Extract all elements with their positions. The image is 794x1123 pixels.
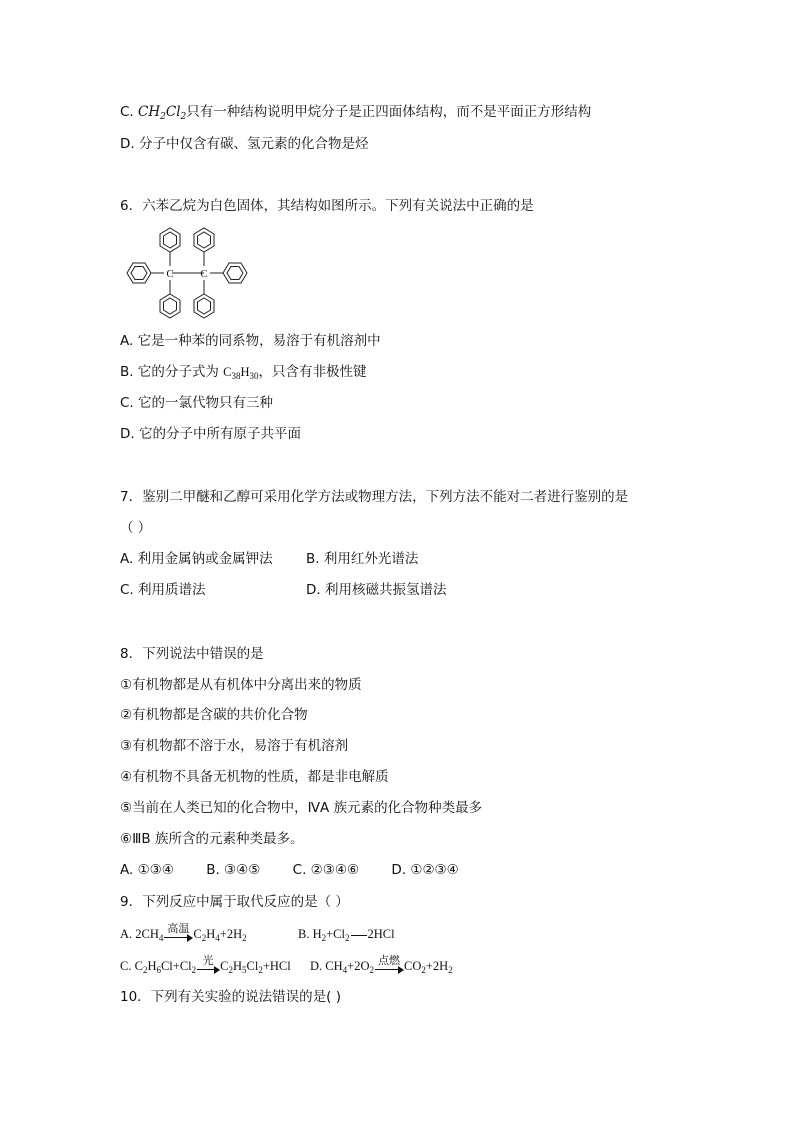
- q7-option-b: B. 利用红外光谱法: [306, 551, 419, 567]
- q7-option-a: A. 利用金属钠或金属钾法: [120, 551, 273, 567]
- q7-option-c: C. 利用质谱法: [120, 582, 206, 598]
- q7-stem: 7．鉴别二甲醚和乙醇可采用化学方法或物理方法，下列方法不能对二者进行鉴别的是: [120, 489, 629, 505]
- q9-option-b: B. $H_2+Cl_2$ 2HCl: [298, 927, 395, 943]
- q6-option-c: C. 它的一氯代物只有三种: [120, 395, 274, 411]
- q8-item: ①有机物都是从有机体中分离出来的物质: [120, 677, 362, 693]
- q7-answer-paren: （ ）: [120, 520, 152, 536]
- q6-stem: 6．六苯乙烷为白色固体，其结构如图所示。下列有关说法中正确的是: [120, 198, 534, 214]
- q8-option-c: C. ②③④⑥: [292, 862, 360, 878]
- q9-stem: 9．下列反应中属于取代反应的是（ ）: [120, 894, 349, 910]
- q8-item: ⑤当前在人类已知的化合物中，ⅣA 族元素的化合物种类最多: [120, 800, 483, 816]
- q5-option-c: C. $CH_2Cl_2$只有一种结构说明甲烷分子是正四面体结构，而不是平面正方形结构: [120, 104, 592, 122]
- carbon-label: C: [166, 268, 174, 280]
- q8-option-b: B. ③④⑤: [206, 862, 261, 878]
- q6-option-d: D. 它的分子中所有原子共平面: [120, 426, 301, 442]
- q6-option-a: A. 它是一种苯的同系物，易溶于有机溶剂中: [120, 333, 381, 349]
- carbon-label: C: [200, 268, 208, 280]
- q8-stem: 8．下列说法中错误的是: [120, 646, 264, 662]
- reaction-arrow: 点燃: [374, 960, 404, 974]
- equals-bar: [351, 935, 367, 936]
- q6-option-b: B. 它的分子式为 $C_{38}H_{30}$，只含有非极性键: [120, 364, 367, 381]
- q8-item: ②有机物都是含碳的共价化合物: [120, 707, 308, 723]
- reaction-arrow: 高温: [163, 928, 193, 942]
- reaction-arrow: 光: [196, 960, 220, 974]
- hexaphenylethane-structure: [120, 222, 252, 322]
- q10-stem: 10．下列有关实验的说法错误的是( ): [120, 989, 342, 1005]
- q9-option-d: D. $CH_4+2O_2$ 点燃 $CO_2+2H_2$: [310, 955, 453, 975]
- q7-options-row-1: [120, 550, 419, 568]
- q8-item: ⑥ⅢB 族所含的元素种类最多。: [120, 831, 304, 847]
- q9-options-row-2: [120, 955, 453, 979]
- q9-options-row-1: [120, 923, 395, 947]
- q8-item: ④有机物不具备无机物的性质，都是非电解质: [120, 769, 389, 785]
- q8-option-d: D. ①②③④: [391, 862, 459, 878]
- q8-item: ③有机物都不溶于水，易溶于有机溶剂: [120, 738, 349, 754]
- q8-option-a: A. ①③④: [120, 862, 174, 878]
- q5-option-d: D. 分子中仅含有碳、氢元素的化合物是烃: [120, 136, 369, 152]
- q8-options: [120, 861, 487, 879]
- q7-option-d: D. 利用核磁共振氢谱法: [306, 582, 447, 598]
- q7-options-row-2: [120, 581, 447, 599]
- q9-option-c: C. $C_2H_6Cl+Cl_2$ 光 $C_2H_5Cl_2+HCl$: [120, 955, 291, 975]
- formula-ch2cl2: $CH_2Cl_2$: [138, 104, 187, 122]
- q9-option-a: A. $2CH_4$ 高温 $C_2H_4+2H_2$: [120, 923, 247, 943]
- formula-c38h30: $C_{38}H_{30}$: [223, 365, 259, 381]
